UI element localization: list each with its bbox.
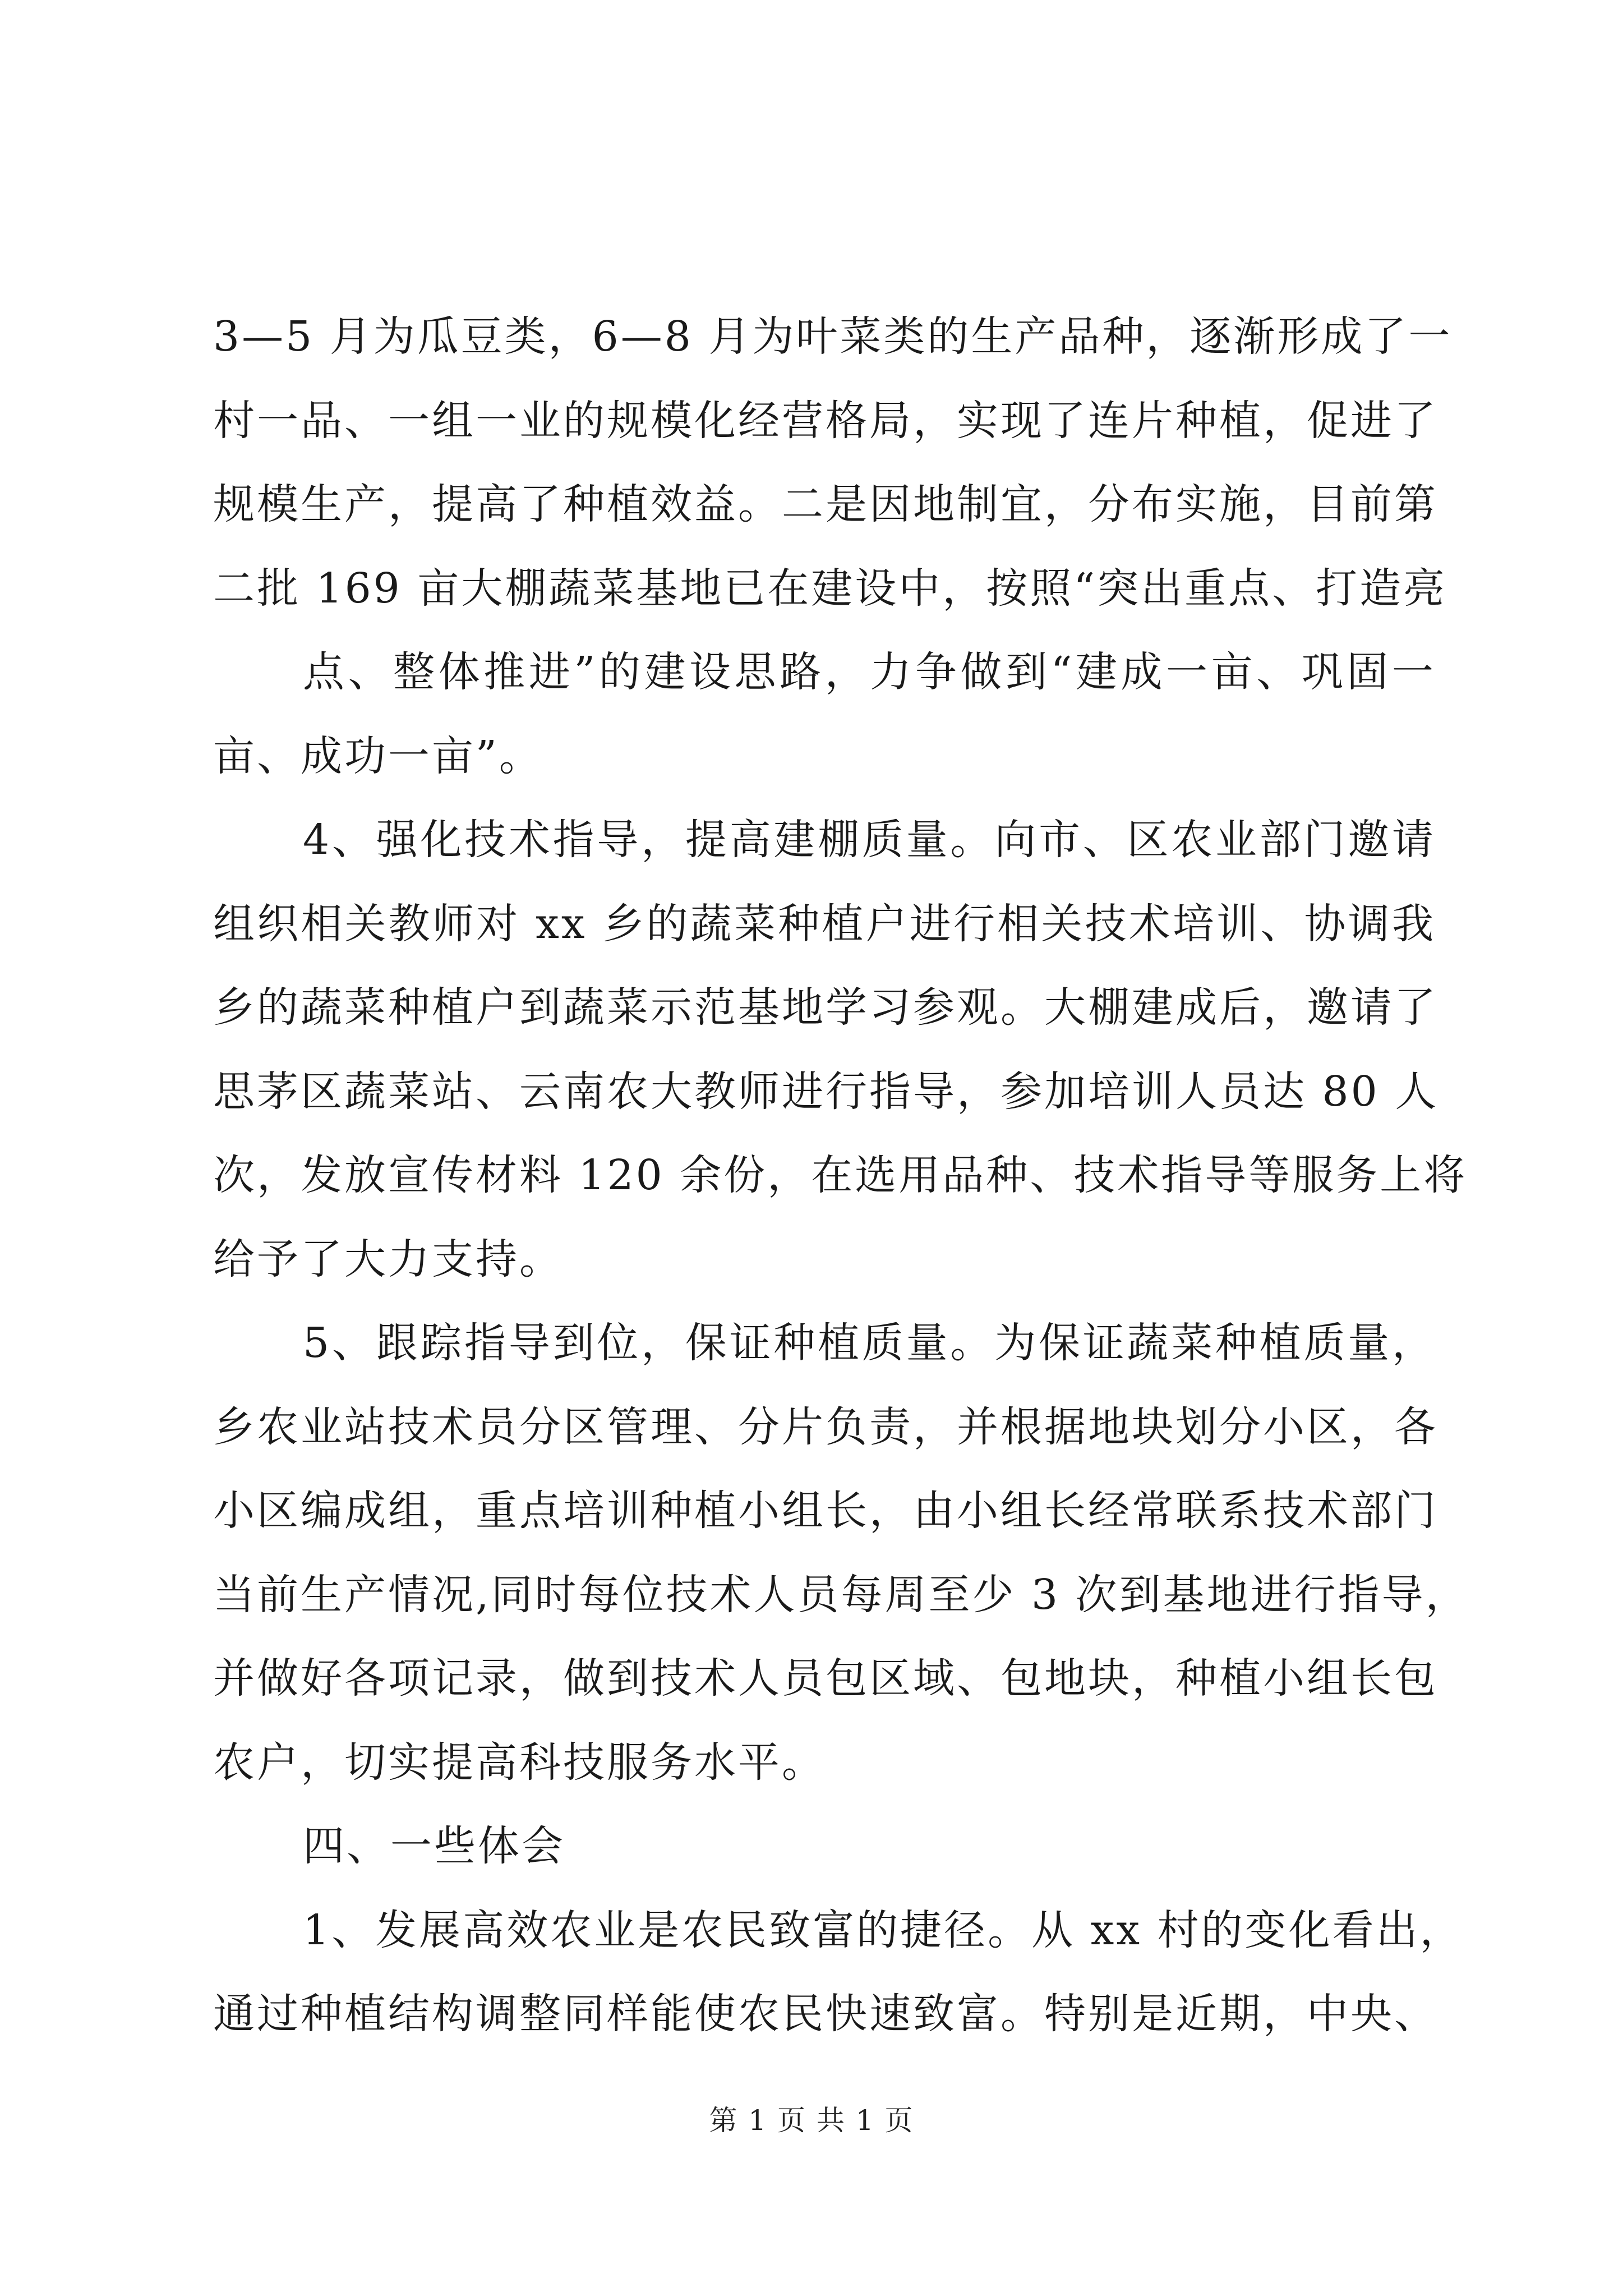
text-line: 二批 169 亩大棚蔬菜基地已在建设中，按照“突出重点、打造亮 <box>213 564 1447 613</box>
text-line: 规模生产，提高了种植效益。二是因地制宜，分布实施，目前第 <box>213 480 1438 528</box>
paragraph-start: 4、强化技术指导，提高建棚质量。向市、区农业部门邀请 <box>303 816 1436 864</box>
text-line: 通过种植结构调整同样能使农民快速致富。特别是近期，中央、 <box>213 1990 1438 2038</box>
page-footer: 第 1 页 共 1 页 <box>709 2104 914 2137</box>
text-line: 并做好各项记录，做到技术人员包区域、包地块，种植小组长包 <box>213 1654 1438 1703</box>
text-line: 乡的蔬菜种植户到蔬菜示范基地学习参观。大棚建成后，邀请了 <box>213 983 1438 1032</box>
text-line: 组织相关教师对 xx 乡的蔬菜种植户进行相关技术培训、协调我 <box>213 900 1436 948</box>
text-line: 村一品、一组一业的规模化经营格局，实现了连片种植，促进了 <box>213 397 1438 445</box>
paragraph-start: 1、发展高效农业是农民致富的捷径。从 xx 村的变化看出， <box>303 1906 1464 1954</box>
text-line: 小区编成组，重点培训种植小组长，由小组长经常联系技术部门 <box>213 1487 1438 1535</box>
text-line: 乡农业站技术员分区管理、分片负责，并根据地块划分小区，各 <box>213 1403 1438 1451</box>
text-line: 次，发放宣传材料 120 余份，在选用品种、技术指导等服务上将 <box>213 1151 1468 1199</box>
text-line: 3—5 月为瓜豆类，6—8 月为叶菜类的生产品种，逐渐形成了一 <box>213 312 1453 361</box>
text-line: 当前生产情况,同时每位技术人员每周至少 3 次到基地进行指导， <box>213 1571 1469 1619</box>
paragraph-start: 5、跟踪指导到位，保证种植质量。为保证蔬菜种植质量， <box>303 1319 1436 1367</box>
text-line: 给予了大力支持。 <box>213 1235 563 1283</box>
text-line: 点、整体推进”的建设思路，力争做到“建成一亩、巩固一 <box>303 648 1436 696</box>
section-heading: 四、一些体会 <box>303 1822 565 1870</box>
text-line: 亩、成功一亩”。 <box>213 732 543 780</box>
text-line: 农户，切实提高科技服务水平。 <box>213 1738 826 1787</box>
text-line: 思茅区蔬菜站、云南农大教师进行指导，参加培训人员达 80 人 <box>213 1068 1439 1116</box>
